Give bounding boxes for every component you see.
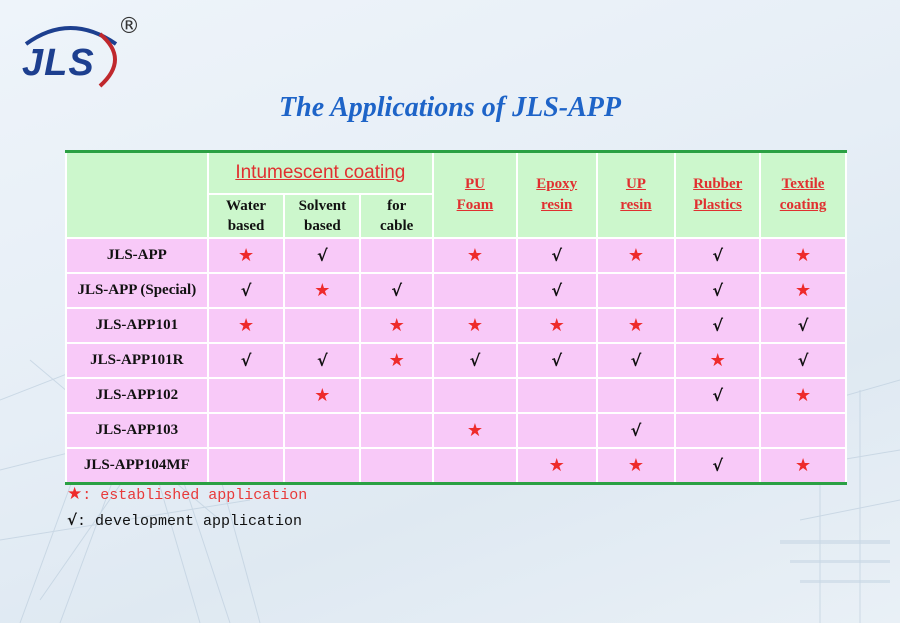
check-icon: √ xyxy=(469,350,481,370)
application-cell xyxy=(360,308,433,343)
application-cell xyxy=(517,343,597,378)
star-icon: ★ xyxy=(795,245,812,266)
star-icon: ★ xyxy=(795,385,812,406)
table-row xyxy=(66,308,846,343)
application-cell xyxy=(517,413,597,448)
check-icon: √ xyxy=(551,350,563,370)
application-cell xyxy=(284,448,360,484)
star-icon: ★ xyxy=(314,280,331,301)
application-cell xyxy=(517,308,597,343)
application-cell xyxy=(760,378,846,413)
application-cell xyxy=(760,448,846,484)
application-cell xyxy=(760,308,846,343)
application-cell xyxy=(284,343,360,378)
star-icon: ★ xyxy=(314,385,331,406)
table-row xyxy=(66,238,846,273)
application-cell xyxy=(760,343,846,378)
application-cell xyxy=(597,378,676,413)
check-icon: √ xyxy=(630,420,642,440)
check-icon: √ xyxy=(797,350,809,370)
application-cell xyxy=(675,448,760,484)
application-cell xyxy=(760,238,846,273)
application-cell xyxy=(360,378,433,413)
application-cell xyxy=(597,308,676,343)
header-solvent-based: Solvent based xyxy=(284,194,360,238)
application-cell xyxy=(208,448,285,484)
application-cell xyxy=(517,448,597,484)
star-icon: ★ xyxy=(388,350,405,371)
header-epoxy-resin: Epoxy resin xyxy=(517,152,597,239)
check-icon: √ xyxy=(317,245,328,265)
application-cell xyxy=(433,273,517,308)
application-cell xyxy=(208,413,285,448)
table-row xyxy=(66,273,846,308)
application-cell xyxy=(360,343,433,378)
application-cell xyxy=(597,448,676,484)
application-cell xyxy=(433,378,517,413)
application-cell xyxy=(360,238,433,273)
application-cell xyxy=(675,343,760,378)
legend-established xyxy=(67,484,307,504)
application-cell xyxy=(284,378,360,413)
check-icon: √ xyxy=(317,350,328,370)
registered-mark: ® xyxy=(118,14,140,39)
table-row xyxy=(66,378,846,413)
star-icon: ★ xyxy=(548,455,565,476)
product-name: JLS-APP101R xyxy=(66,343,208,378)
application-cell xyxy=(433,308,517,343)
application-cell xyxy=(360,448,433,484)
application-cell xyxy=(208,273,285,308)
application-cell xyxy=(433,238,517,273)
star-icon: ★ xyxy=(466,315,483,336)
check-icon: √ xyxy=(712,315,724,335)
header-up-resin: UP resin xyxy=(597,152,676,239)
product-name: JLS-APP (Special) xyxy=(66,273,208,308)
application-cell xyxy=(208,238,285,273)
header-rubber-plastics: Rubber Plastics xyxy=(675,152,760,239)
application-cell xyxy=(208,308,285,343)
logo-text: JLS xyxy=(22,42,95,84)
application-cell xyxy=(675,308,760,343)
applications-table xyxy=(65,150,847,485)
application-cell xyxy=(597,413,676,448)
star-icon: ★ xyxy=(795,280,812,301)
company-logo xyxy=(20,14,150,94)
check-icon: √ xyxy=(712,280,724,300)
star-icon: ★ xyxy=(627,245,645,266)
application-cell xyxy=(675,413,760,448)
application-cell xyxy=(517,238,597,273)
check-icon: √ xyxy=(391,280,402,300)
table-row xyxy=(66,343,846,378)
header-intumescent-coating: Intumescent coating xyxy=(208,152,433,195)
application-cell xyxy=(597,343,676,378)
application-cell xyxy=(517,273,597,308)
application-cell xyxy=(597,238,676,273)
application-cell xyxy=(433,343,517,378)
star-icon: ★ xyxy=(466,420,483,441)
check-icon: √ xyxy=(797,315,809,335)
product-name: JLS-APP103 xyxy=(66,413,208,448)
check-icon: √ xyxy=(712,385,724,405)
header-pu-foam: PU Foam xyxy=(433,152,517,239)
check-icon: √ xyxy=(240,350,252,370)
application-cell xyxy=(675,273,760,308)
legend-development-text: : development application xyxy=(77,513,303,530)
application-cell xyxy=(284,413,360,448)
star-icon: ★ xyxy=(466,245,483,266)
header-textile-coating: Textile coating xyxy=(760,152,846,239)
application-cell xyxy=(675,238,760,273)
check-icon: √ xyxy=(712,455,724,475)
star-icon: ★ xyxy=(709,350,726,371)
star-icon: ★ xyxy=(67,484,83,504)
check-icon: √ xyxy=(240,280,252,300)
application-cell xyxy=(360,413,433,448)
application-cell xyxy=(284,308,360,343)
application-cell xyxy=(208,343,285,378)
check-icon: √ xyxy=(712,245,724,265)
application-cell xyxy=(433,413,517,448)
star-icon: ★ xyxy=(627,455,645,476)
application-cell xyxy=(517,378,597,413)
star-icon: ★ xyxy=(388,315,405,336)
legend-established-text: : established application xyxy=(82,487,308,504)
application-cell xyxy=(597,273,676,308)
product-name: JLS-APP101 xyxy=(66,308,208,343)
application-cell xyxy=(284,238,360,273)
application-cell xyxy=(360,273,433,308)
check-icon: √ xyxy=(551,245,563,265)
star-icon: ★ xyxy=(627,315,645,336)
product-name: JLS-APP102 xyxy=(66,378,208,413)
application-cell xyxy=(760,413,846,448)
check-icon: √ xyxy=(630,350,642,370)
application-cell xyxy=(284,273,360,308)
application-cell xyxy=(208,378,285,413)
star-icon: ★ xyxy=(548,315,565,336)
check-icon: √ xyxy=(551,280,563,300)
header-for-cable: for cable xyxy=(360,194,433,238)
page-title: The Applications of JLS-APP xyxy=(279,92,621,123)
check-icon: √ xyxy=(67,511,78,529)
table-row xyxy=(66,413,846,448)
star-icon: ★ xyxy=(795,455,812,476)
legend-development xyxy=(67,511,302,530)
header-product-cell xyxy=(66,152,208,239)
product-name: JLS-APP104MF xyxy=(66,448,208,484)
star-icon: ★ xyxy=(237,315,255,336)
star-icon: ★ xyxy=(237,245,255,266)
application-cell xyxy=(433,448,517,484)
application-cell xyxy=(760,273,846,308)
product-name: JLS-APP xyxy=(66,238,208,273)
application-cell xyxy=(675,378,760,413)
header-water-based: Water based xyxy=(208,194,285,238)
table-row xyxy=(66,448,846,484)
